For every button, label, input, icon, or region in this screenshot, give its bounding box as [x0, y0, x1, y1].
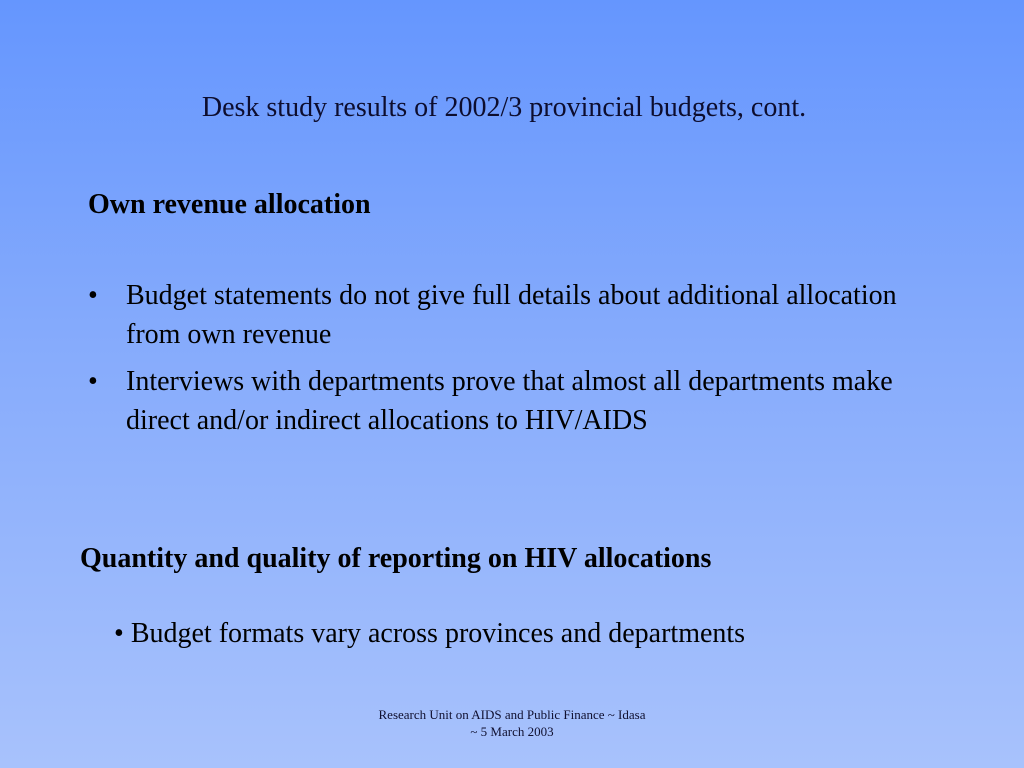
bullet-item-budget-formats	[114, 616, 745, 652]
list-item	[88, 276, 948, 354]
bullet-icon: •	[88, 280, 98, 311]
footer-organization: Research Unit on AIDS and Public Finance ~ Idasa	[378, 707, 646, 722]
slide-footer	[312, 706, 712, 740]
footer-date: ~ 5 March 2003	[470, 724, 554, 739]
list-item	[88, 362, 948, 440]
slide-title: Desk study results of 2002/3 provincial budgets, cont.	[201, 92, 807, 123]
section-heading-reporting: Quantity and quality of reporting on HIV allocations	[80, 543, 712, 574]
bullet-text: Budget formats vary across provinces and departments	[130, 618, 746, 649]
bullet-icon: •	[114, 618, 131, 649]
bullet-list-own-revenue	[88, 276, 948, 448]
bullet-icon: •	[88, 366, 98, 397]
bullet-text: Interviews with departments prove that almost all departments make direct and/or indirect allocations to HIV/AIDS	[126, 366, 893, 436]
section-heading-own-revenue: Own revenue allocation	[88, 189, 371, 220]
bullet-text: Budget statements do not give full details about additional allocation from own revenue	[126, 280, 897, 350]
